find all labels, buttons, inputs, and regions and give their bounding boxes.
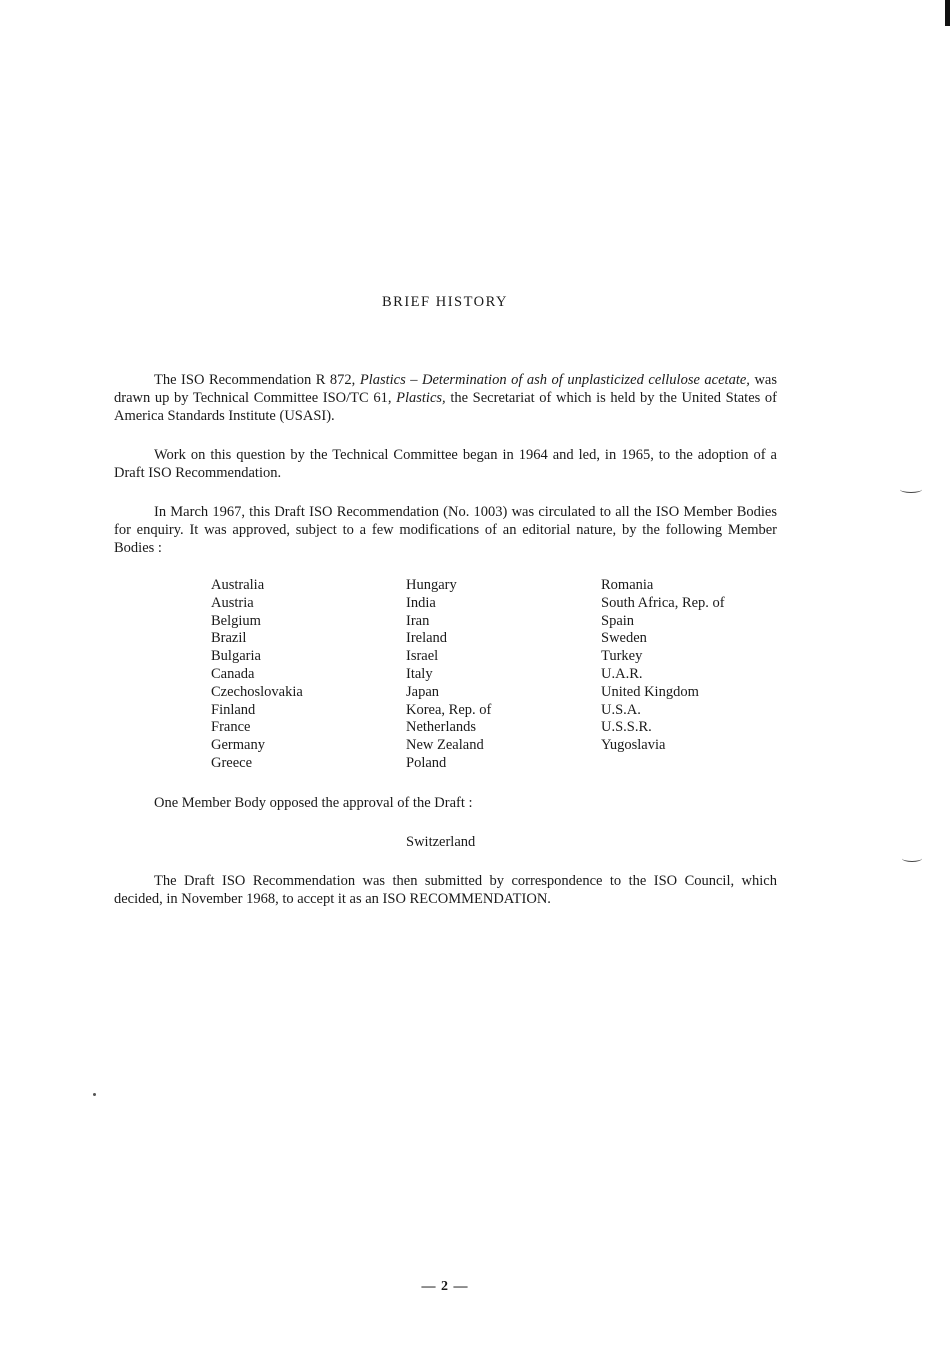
opposing-member: Switzerland bbox=[406, 834, 476, 850]
list-item: India bbox=[406, 594, 436, 611]
paragraph-origin-text-3: the Secretariat of which is held by the United States of America Standards Institute (USASI). bbox=[114, 390, 778, 424]
list-item: Finland bbox=[211, 701, 256, 718]
list-item: Netherlands bbox=[406, 719, 477, 736]
member-bodies-column-3 bbox=[601, 577, 725, 755]
page-number: — 2 — bbox=[421, 1279, 469, 1294]
list-item: Austria bbox=[211, 594, 254, 611]
scan-artifact-dot bbox=[93, 1093, 96, 1096]
list-item: Italy bbox=[406, 665, 433, 682]
paragraph-origin-text-1: The ISO Recommendation R 872, bbox=[154, 372, 360, 388]
paragraph-opposition: One Member Body opposed the approval of the Draft : bbox=[154, 795, 473, 811]
list-item: Yugoslavia bbox=[601, 737, 666, 754]
list-item: Belgium bbox=[211, 612, 261, 629]
list-item: Poland bbox=[406, 754, 447, 771]
list-item: Japan bbox=[406, 683, 440, 700]
paragraph-work: Work on this question by the Technical Committee began in 1964 and led, in 1965, to the adoption of a Draft ISO Recommendation. bbox=[114, 447, 777, 481]
paragraph-origin-italic-1: Plastics – Determination of ash of unplasticized cellulose acetate, bbox=[359, 372, 750, 388]
list-item: U.S.A. bbox=[601, 701, 641, 718]
paragraph-origin-italic-2: Plastics, bbox=[396, 390, 446, 406]
scan-artifact-mark bbox=[902, 855, 922, 862]
member-bodies-column-2 bbox=[406, 577, 491, 773]
list-item: New Zealand bbox=[406, 737, 484, 754]
list-item: France bbox=[211, 719, 251, 736]
member-bodies-list bbox=[211, 577, 811, 777]
list-item: Spain bbox=[601, 612, 635, 629]
list-item: Turkey bbox=[601, 648, 643, 665]
list-item: Korea, Rep. of bbox=[406, 701, 492, 718]
page-title: BRIEF HISTORY bbox=[382, 294, 508, 310]
list-item: Iran bbox=[406, 612, 430, 629]
list-item: Israel bbox=[406, 648, 439, 665]
paragraph-enquiry: In March 1967, this Draft ISO Recommendation (No. 1003) was circulated to all the ISO Member Bodies for enquiry. It was approved, subject to a few modifications of an editorial nature, by the following Member Bodies : bbox=[114, 504, 777, 556]
paragraph-origin-text-2: was drawn up by Technical Committee ISO/TC 61, bbox=[114, 372, 777, 406]
list-item: Bulgaria bbox=[211, 648, 261, 665]
scan-edge-mark bbox=[945, 0, 950, 26]
list-item: South Africa, Rep. of bbox=[601, 594, 725, 611]
list-item: Germany bbox=[211, 737, 265, 754]
scan-artifact-mark bbox=[900, 486, 922, 493]
paragraph-acceptance: The Draft ISO Recommendation was then submitted by correspondence to the ISO Council, which decided, in November 1968, to accept it as an ISO RECOMMENDATION. bbox=[114, 873, 777, 907]
list-item: Sweden bbox=[601, 630, 647, 647]
list-item: Australia bbox=[211, 577, 265, 593]
list-item: Czechoslovakia bbox=[211, 683, 303, 700]
member-bodies-column-1 bbox=[211, 577, 303, 773]
list-item: Canada bbox=[211, 665, 255, 682]
list-item: Ireland bbox=[406, 630, 448, 647]
list-item: Hungary bbox=[406, 577, 457, 593]
paragraph-origin bbox=[114, 371, 777, 425]
list-item: United Kingdom bbox=[601, 683, 699, 700]
list-item: Brazil bbox=[211, 630, 247, 647]
list-item: U.A.R. bbox=[601, 665, 643, 682]
list-item: U.S.S.R. bbox=[601, 719, 652, 736]
list-item: Romania bbox=[601, 577, 654, 593]
list-item: Greece bbox=[211, 754, 253, 771]
